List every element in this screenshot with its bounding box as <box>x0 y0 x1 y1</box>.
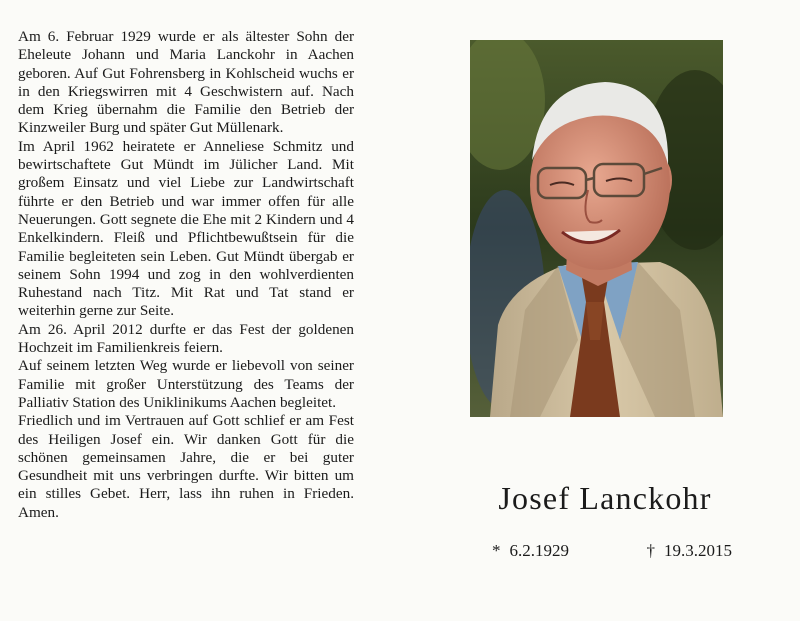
deceased-name: Josef Lanckohr <box>498 480 712 516</box>
biography-paragraph-4: Auf seinem letzten Weg wurde er liebevoll von seiner Familie mit großer Unterstützung des Teams der Palliativ Station des Uniklinikums Aachen begleitet. <box>18 357 354 411</box>
death-cross-icon: † <box>646 541 655 560</box>
death-date: 19.3.2015 <box>664 541 732 560</box>
portrait-photo <box>470 40 723 417</box>
portrait-illustration <box>470 40 723 417</box>
biography-text <box>18 28 354 522</box>
death-date-group <box>647 541 733 561</box>
birth-star-icon: * <box>492 541 501 560</box>
biography-paragraph-1: Am 6. Februar 1929 wurde er als ältester Sohn der Eheleute Johann und Maria Lanckohr in Aachen geboren. Auf Gut Fohrensberg in Kohlscheid wuchs er in den Kriegswirren mit 4 Geschwistern auf. Nach dem Krieg übernahm die Familie den Betrieb der Kinzweiler Burg und später Gut Müllenark. <box>18 28 354 137</box>
biography-paragraph-3: Am 26. April 2012 durfte er das Fest der goldenen Hochzeit im Familienkreis feiern. <box>18 320 354 357</box>
biography-paragraph-2: Im April 1962 heiratete er Anneliese Schmitz und bewirtschaftete Gut Mündt im Jülicher Land. Mit großem Einsatz und viel Liebe zur Landwirtschaft führte er den Betrieb und war immer offen für alle Neuerungen. Gott segnete die Ehe mit 2 Kindern und 4 Enkelkindern. Fleiß und Pflichtbewußtsein für die Familie begleiteten sein Leben. Gut Mündt übergab er seinem Sohn 1994 und zog in den wohlverdienten Ruhestand nach Titz. Mit Rat und Tat stand er weiterhin gerne zur Seite. <box>18 137 354 320</box>
life-dates <box>492 541 732 561</box>
birth-date: 6.2.1929 <box>509 541 569 560</box>
birth-date-group <box>492 541 569 561</box>
biography-paragraph-5: Friedlich und im Vertrauen auf Gott schlief er am Fest des Heiligen Josef ein. Wir danken Gott für die schönen gemeinsamen Jahre, die er bei guter Gesundheit mit uns verbringen durfte. Wir bitten um ein stilles Gebet. Herr, lass ihn ruhen in Frieden. Amen. <box>18 412 354 521</box>
